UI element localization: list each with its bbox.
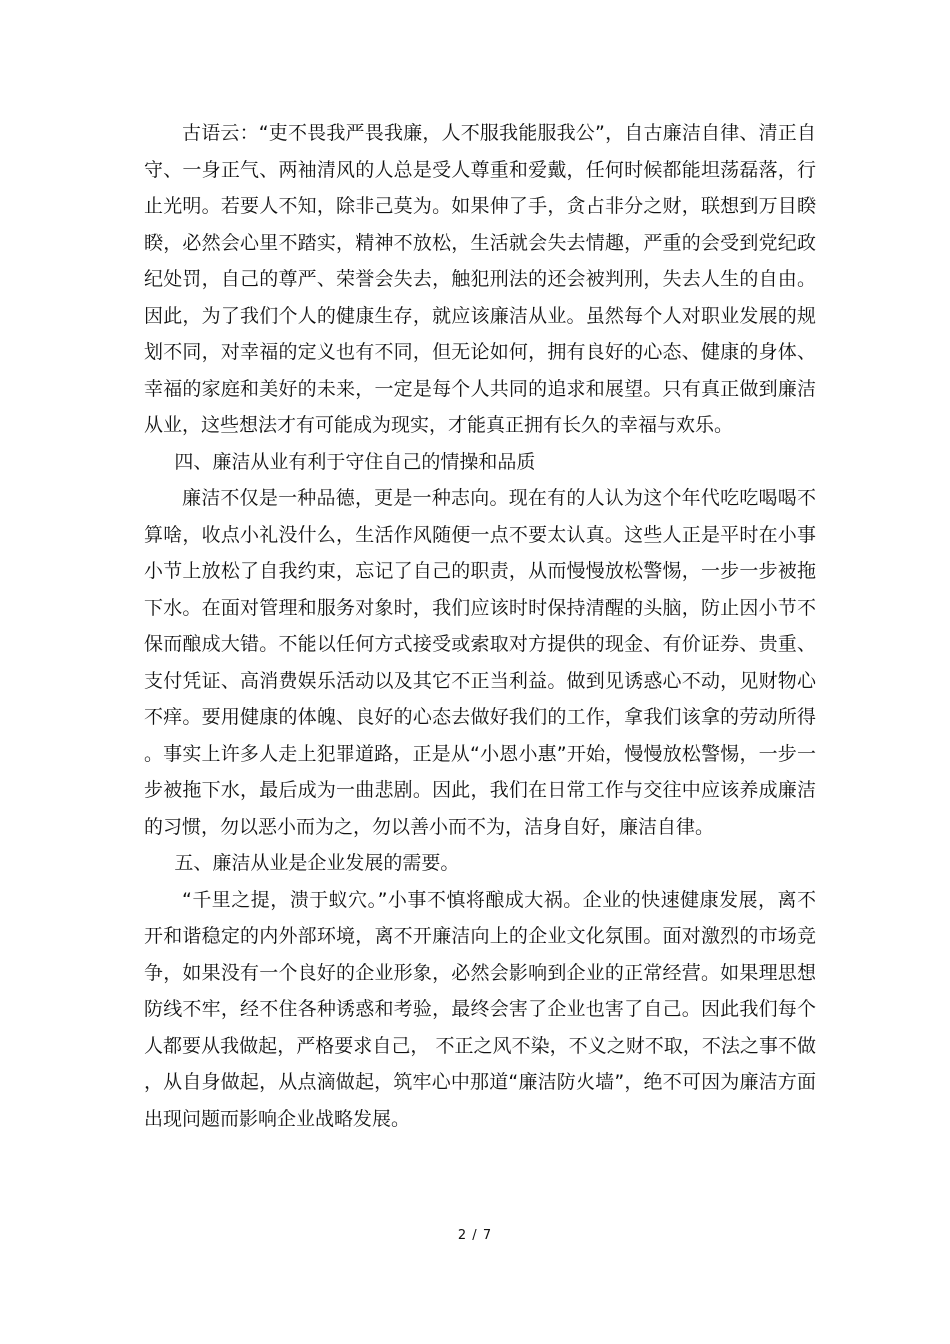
paragraph-integrity-reputation: 古语云：“吏不畏我严畏我廉，人不服我能服我公”，自古廉洁自律、清正自守、一身正气、两袖清风的人总是受人尊重和爱戴，任何时候都能坦荡磊落，行止光明。若要人不知，除非己莫为。如果伸了手，贪占非分之财，联想到万目睽睽，必然会心里不踏实，精神不放松，生活就会失去情趣，严重的会受到党纪政纪处罚，自己的尊严、荣誉会失去，触犯刑法的还会被判刑，失去人生的自由。因此，为了我们个人的健康生存，就应该廉洁从业。虽然每个人对职业发展的规划不同，对幸福的定义也有不同，但无论如何，拥有良好的心态、健康的身体、幸福的家庭和美好的未来，一定是每个人共同的追求和展望。只有真正做到廉洁从业，这些想法才有可能成为现实，才能真正拥有长久的幸福与欢乐。 <box>144 122 816 436</box>
document-body <box>144 115 816 1137</box>
section-heading-four: 四、廉洁从业有利于守住自己的情操和品质 <box>174 450 536 473</box>
paragraph-integrity-character: 廉洁不仅是一种品德，更是一种志向。现在有的人认为这个年代吃吃喝喝不算啥，收点小礼没什么，生活作风随便一点不要太认真。这些人正是平时在小事小节上放松了自我约束，忘记了自己的职责，从而慢慢放松警惕，一步一步被拖下水。在面对管理和服务对象时，我们应该时时保持清醒的头脑，防止因小节不保而酿成大错。不能以任何方式接受或索取对方提供的现金、有价证券、贵重、支付凭证、高消费娱乐活动以及其它不正当利益。做到见诱惑心不动，见财物心不痒。要用健康的体魄、良好的心态去做好我们的工作，拿我们该拿的劳动所得。事实上许多人走上犯罪道路，正是从“小恩小惠”开始，慢慢放松警惕，一步一步被拖下水，最后成为一曲悲剧。因此，我们在日常工作与交往中应该养成廉洁的习惯，勿以恶小而为之，勿以善小而不为，洁身自好，廉洁自律。 <box>144 487 816 838</box>
section-heading-five: 五、廉洁从业是企业发展的需要。 <box>174 852 460 874</box>
paragraph-enterprise-development: “千里之提，溃于蚁穴。”小事不慎将酿成大祸。企业的快速健康发展，离不开和谐稳定的内外部环境，离不开廉洁向上的企业文化氛围。面对激烈的市场竞争，如果没有一个良好的企业形象，必然会影响到企业的正常经营。如果理思想防线不牢，经不住各种诱惑和考验，最终会害了企业也害了自己。因此我们每个人都要从我做起，严格要求自己， 不正之风不染，不义之财不取，不法之事不做，从自身做起，从点滴做起，筑牢心中那道“廉洁防火墙”，绝不可因为廉洁方面出现问题而影响企业战略发展。 <box>144 888 816 1130</box>
page-number: 2 / 7 <box>457 1228 493 1243</box>
